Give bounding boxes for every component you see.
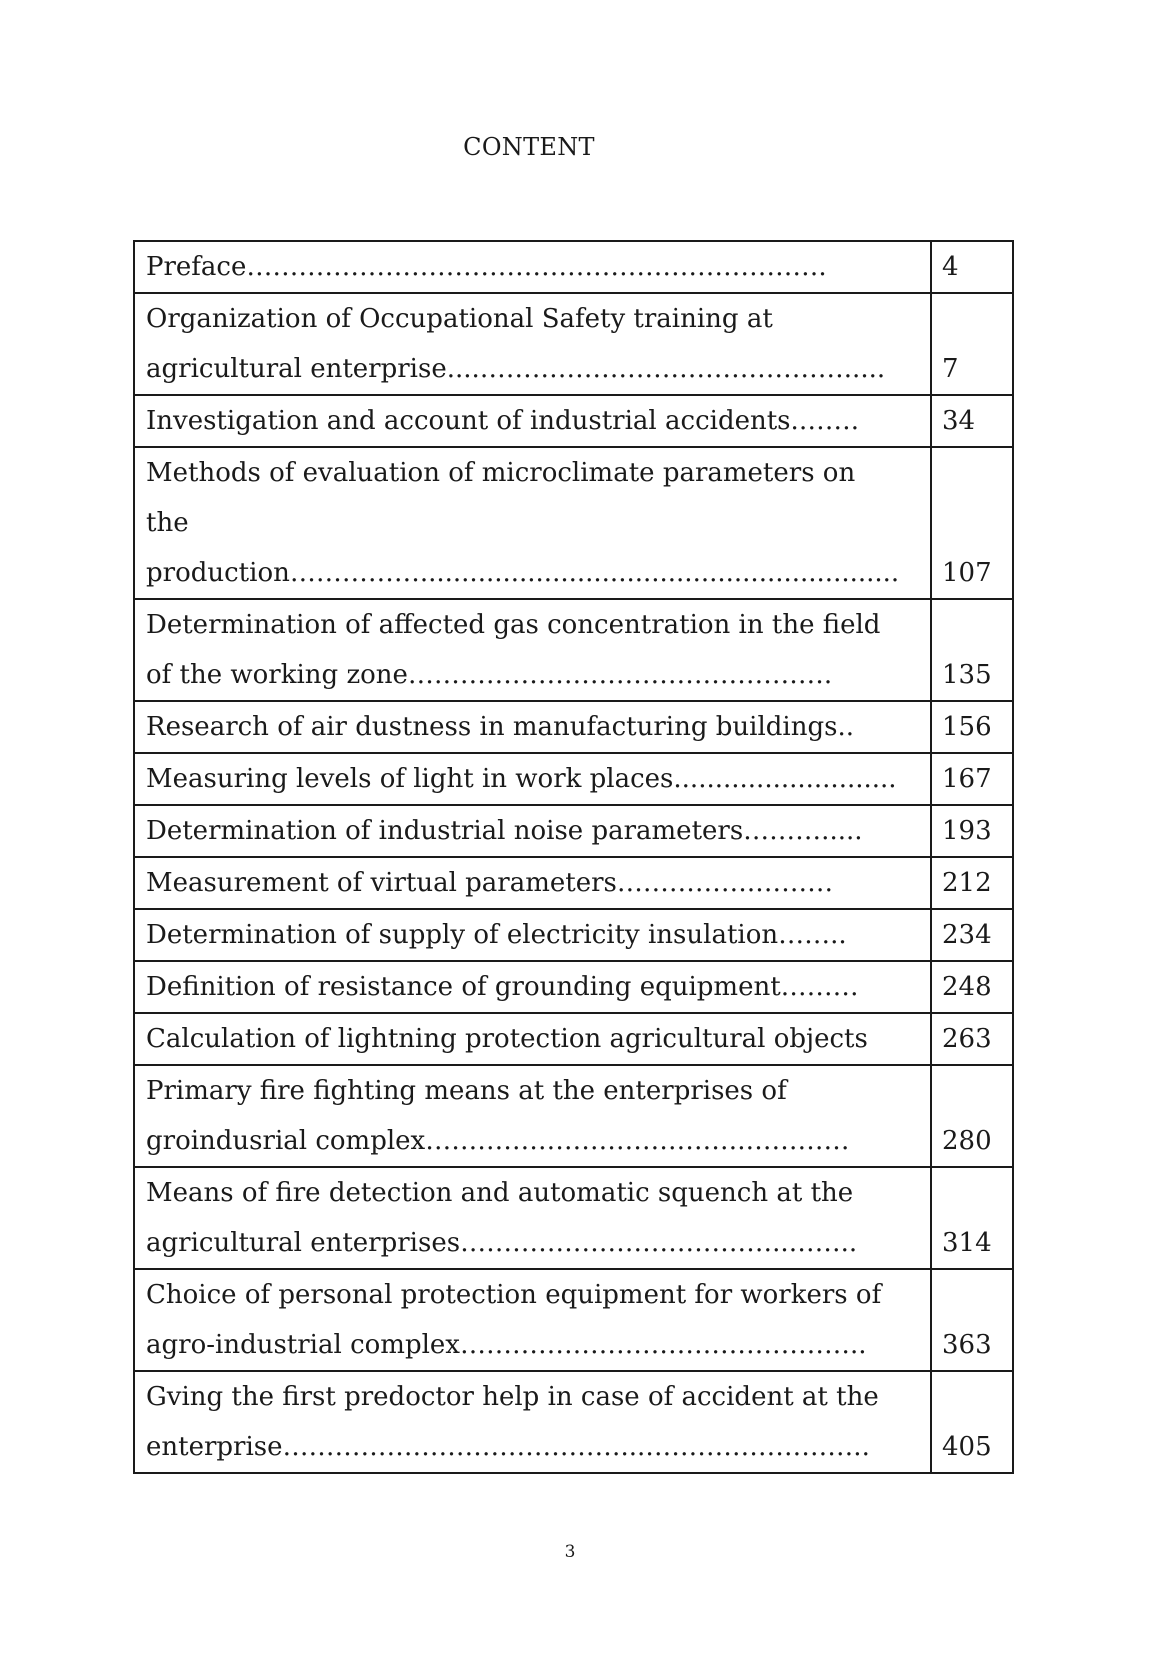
- toc-entry-title: Means of fire detection and automatic squench at the agricultural enterprises………………………………..……..: [134, 1167, 931, 1269]
- toc-row: [134, 1013, 1013, 1065]
- toc-entry-title: Investigation and account of industrial accidents.…….: [134, 395, 931, 447]
- toc-row: [134, 805, 1013, 857]
- toc-entry-page: 193: [931, 805, 1013, 857]
- toc-entry-page: 167: [931, 753, 1013, 805]
- toc-body: [134, 241, 1013, 1473]
- toc-entry-page: 248: [931, 961, 1013, 1013]
- toc-entry-page: 280: [931, 1065, 1013, 1167]
- toc-row: [134, 599, 1013, 701]
- toc-entry-page: 107: [931, 447, 1013, 599]
- toc-entry-page: 212: [931, 857, 1013, 909]
- toc-row: [134, 857, 1013, 909]
- toc-entry-title: Definition of resistance of grounding equipment………: [134, 961, 931, 1013]
- toc-entry-title: Determination of affected gas concentration in the field of the working zone………………………………………….: [134, 599, 931, 701]
- toc-row: [134, 701, 1013, 753]
- toc-entry-title: Organization of Occupational Safety training at agricultural enterprise....…………………………………….....: [134, 293, 931, 395]
- table-of-contents: [133, 240, 1014, 1474]
- toc-entry-title: Methods of evaluation of microclimate parameters on the production……………..........................................................: [134, 447, 931, 599]
- toc-entry-title: Determination of industrial noise parameters……….....: [134, 805, 931, 857]
- toc-entry-page: 405: [931, 1371, 1013, 1473]
- toc-row: [134, 241, 1013, 293]
- toc-entry-title: Calculation of lightning protection agricultural objects: [134, 1013, 931, 1065]
- toc-entry-title: Primary fire fighting means at the enterprises of groindusrial complex……………………………….…………: [134, 1065, 931, 1167]
- toc-entry-page: 135: [931, 599, 1013, 701]
- toc-row: [134, 1065, 1013, 1167]
- toc-entry-title: Choice of personal protection equipment for workers of agro-industrial complex………………………………………..: [134, 1269, 931, 1371]
- toc-row: [134, 1167, 1013, 1269]
- toc-entry-title: Preface………………………………………………………….: [134, 241, 931, 293]
- toc-entry-page: 363: [931, 1269, 1013, 1371]
- toc-row: [134, 395, 1013, 447]
- toc-entry-page: 314: [931, 1167, 1013, 1269]
- toc-entry-page: 4: [931, 241, 1013, 293]
- toc-row: [134, 1269, 1013, 1371]
- toc-entry-title: Measuring levels of light in work places...........................: [134, 753, 931, 805]
- toc-row: [134, 1371, 1013, 1473]
- toc-row: [134, 961, 1013, 1013]
- toc-entry-title: Gving the first predoctor help in case of accident at the enterprise…………………………………...……………………..: [134, 1371, 931, 1473]
- toc-row: [134, 293, 1013, 395]
- toc-entry-page: 34: [931, 395, 1013, 447]
- toc-entry-page: 7: [931, 293, 1013, 395]
- toc-entry-page: 263: [931, 1013, 1013, 1065]
- toc-entry-title: Determination of supply of electricity insulation……..: [134, 909, 931, 961]
- page-number: 3: [564, 1542, 576, 1562]
- page-title: CONTENT: [463, 133, 595, 161]
- toc-entry-title: Research of air dustness in manufacturing buildings..: [134, 701, 931, 753]
- toc-entry-page: 234: [931, 909, 1013, 961]
- toc-row: [134, 753, 1013, 805]
- toc-row: [134, 909, 1013, 961]
- toc-entry-page: 156: [931, 701, 1013, 753]
- toc-row: [134, 447, 1013, 599]
- toc-entry-title: Measurement of virtual parameters…………….………: [134, 857, 931, 909]
